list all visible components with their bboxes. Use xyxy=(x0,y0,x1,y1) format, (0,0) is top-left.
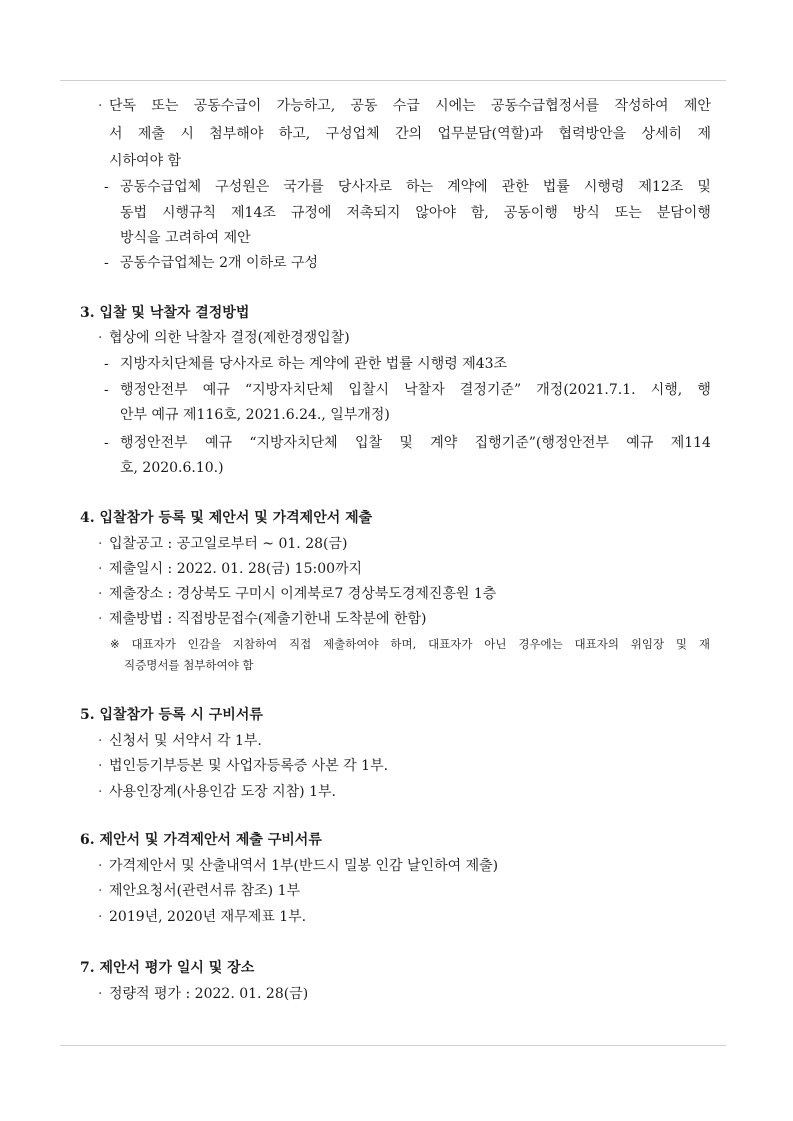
sub-list-item xyxy=(104,354,508,374)
section-heading: 4. 입찰참가 등록 및 제안서 및 가격제안서 제출 xyxy=(80,510,373,526)
text-line-wrap xyxy=(120,203,711,223)
text-line: 시하여야 함 xyxy=(109,153,182,169)
sub-list-item xyxy=(104,177,711,197)
list-item: · 법인등기부등본 및 사업자등록증 사본 각 1부. xyxy=(109,756,388,776)
list-item: · 협상에 의한 낙찰자 결정(제한경쟁입찰) xyxy=(109,328,350,348)
list-item: · 신청서 및 서약서 각 1부. xyxy=(109,731,262,751)
section-heading: 7. 제안서 평가 일시 및 장소 xyxy=(80,960,255,976)
text-line: 공동수급업체는 2개 이하로 구성 xyxy=(120,255,319,271)
text-line: · 단독 또는 공동수급이 가능하고, 공동 수급 시에는 공동수급협정서를 작성하여 제안 xyxy=(109,98,711,114)
dash-marker: - xyxy=(104,435,109,451)
list-item: · 정량적 평가 : 2022. 01. 28(금) xyxy=(109,984,308,1004)
bottom-divider xyxy=(60,1045,726,1046)
text-line: 동법 시행규칙 제14조 규정에 저촉되지 않아야 함, 공동이행 방식 또는 분담이행 xyxy=(120,205,711,221)
text-line: 행정안전부 예규 “지방자치단체 입찰시 낙찰자 결정기준” 개정(2021.7.1. 시행, 행 xyxy=(120,382,711,398)
note-line: ※ 대표자가 인감을 지참하여 직접 제출하여야 하며, 대표자가 아닌 경우에는 대표자의 위임장 및 재 xyxy=(110,637,710,651)
section-heading: 5. 입찰참가 등록 시 구비서류 xyxy=(80,707,263,723)
dash-marker: - xyxy=(104,356,109,372)
list-item: · 제출방법 : 직접방문접수(제출기한내 도착분에 한함) xyxy=(109,609,426,629)
list-item: · 가격제안서 및 산출내역서 1부(반드시 밀봉 인감 날인하여 제출) xyxy=(109,856,498,876)
text-line-wrap xyxy=(109,124,711,144)
list-item: · 입찰공고 : 공고일로부터 ~ 01. 28(금) xyxy=(109,534,347,554)
text-line: 서 제출 시 첨부해야 하고, 구성업체 간의 업무분담(역할)과 협력방안을 상세히 제 xyxy=(109,126,711,142)
text-line: 방식을 고려하여 제안 xyxy=(120,230,251,246)
list-item xyxy=(109,96,711,116)
sub-list-item xyxy=(104,253,319,273)
top-divider xyxy=(60,80,726,81)
list-item: · 제출일시 : 2022. 01. 28(금) 15:00까지 xyxy=(109,559,362,579)
dash-marker: - xyxy=(104,255,109,271)
text-line: 공동수급업체 구성원은 국가를 당사자로 하는 계약에 관한 법률 시행령 제12조 및 xyxy=(120,179,711,195)
sub-list-item xyxy=(104,433,711,453)
dash-marker: - xyxy=(104,382,109,398)
text-line: 호, 2020.6.10.) xyxy=(120,460,224,476)
note-line: 직증명서를 첨부하여야 함 xyxy=(124,658,254,672)
list-item: · 2019년, 2020년 재무제표 1부. xyxy=(109,907,306,927)
sub-list-item xyxy=(104,380,711,400)
list-item: · 제안요청서(관련서류 참조) 1부 xyxy=(109,881,300,901)
list-item: · 제출장소 : 경상북도 구미시 이계북로7 경상북도경제진흥원 1층 xyxy=(109,584,496,604)
section-heading: 3. 입찰 및 낙찰자 결정방법 xyxy=(80,305,250,321)
text-line: 행정안전부 예규 “지방자치단체 입찰 및 계약 집행기준”(행정안전부 예규 제114 xyxy=(120,435,711,451)
dash-marker: - xyxy=(104,179,109,195)
section-heading: 6. 제안서 및 가격제안서 제출 구비서류 xyxy=(80,832,322,848)
text-line: 지방자치단체를 당사자로 하는 계약에 관한 법률 시행령 제43조 xyxy=(120,356,508,372)
note xyxy=(110,635,710,653)
list-item: · 사용인장계(사용인감 도장 지참) 1부. xyxy=(109,782,336,802)
text-line: 안부 예규 제116호, 2021.6.24., 일부개정) xyxy=(120,407,390,423)
